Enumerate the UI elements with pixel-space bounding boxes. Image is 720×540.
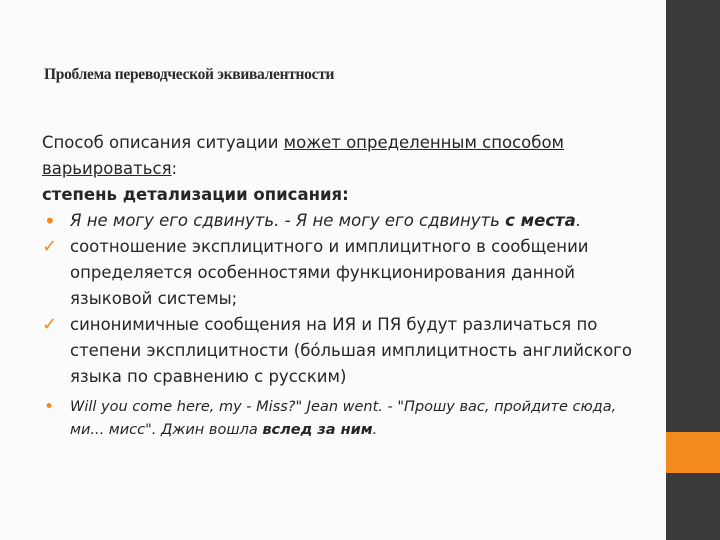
intro-underlined: может определенным способом варьироваться xyxy=(42,133,564,178)
subheading: степень детализации описания: xyxy=(42,185,349,204)
bullet-text: Will you come here, my - Miss?" Jean went. - "Прошу вас, пройдите сюда, ми... мисс". Джин вошла xyxy=(70,399,617,438)
checkmark-icon: ✓ xyxy=(42,236,58,257)
checkmark-icon: ✓ xyxy=(42,314,58,335)
bullet-emphasis: с места xyxy=(505,211,576,230)
bullet-end: . xyxy=(372,422,378,438)
bullet-dot-icon: • xyxy=(44,397,55,417)
intro-text: Способ описания ситуации xyxy=(42,133,284,152)
check-text: соотношение эксплицитного и имплицитного в сообщении определяется особенностями функционирования данной языковой системы; xyxy=(70,237,589,308)
intro-colon: : xyxy=(171,159,178,178)
bullet-emphasis: вслед за ним xyxy=(262,422,373,438)
bullet-dot-icon: • xyxy=(44,209,56,233)
accent-block xyxy=(666,432,720,473)
bullet-item xyxy=(42,396,652,442)
intro-paragraph xyxy=(42,130,652,182)
bullet-text: Я не могу его сдвинуть. - Я не могу его сдвинуть xyxy=(70,211,506,230)
check-text: синонимичные сообщения на ИЯ и ПЯ будут различаться по степени эксплицитности (бóльшая имплицитность английского языка по сравнению с русским) xyxy=(70,315,632,386)
slide-title: Проблема переводческой эквивалентности xyxy=(44,66,335,83)
slide-body xyxy=(42,130,652,442)
bullet-item xyxy=(42,208,652,234)
bullet-end: . xyxy=(575,211,582,230)
check-item xyxy=(42,234,652,312)
check-item xyxy=(42,312,652,390)
